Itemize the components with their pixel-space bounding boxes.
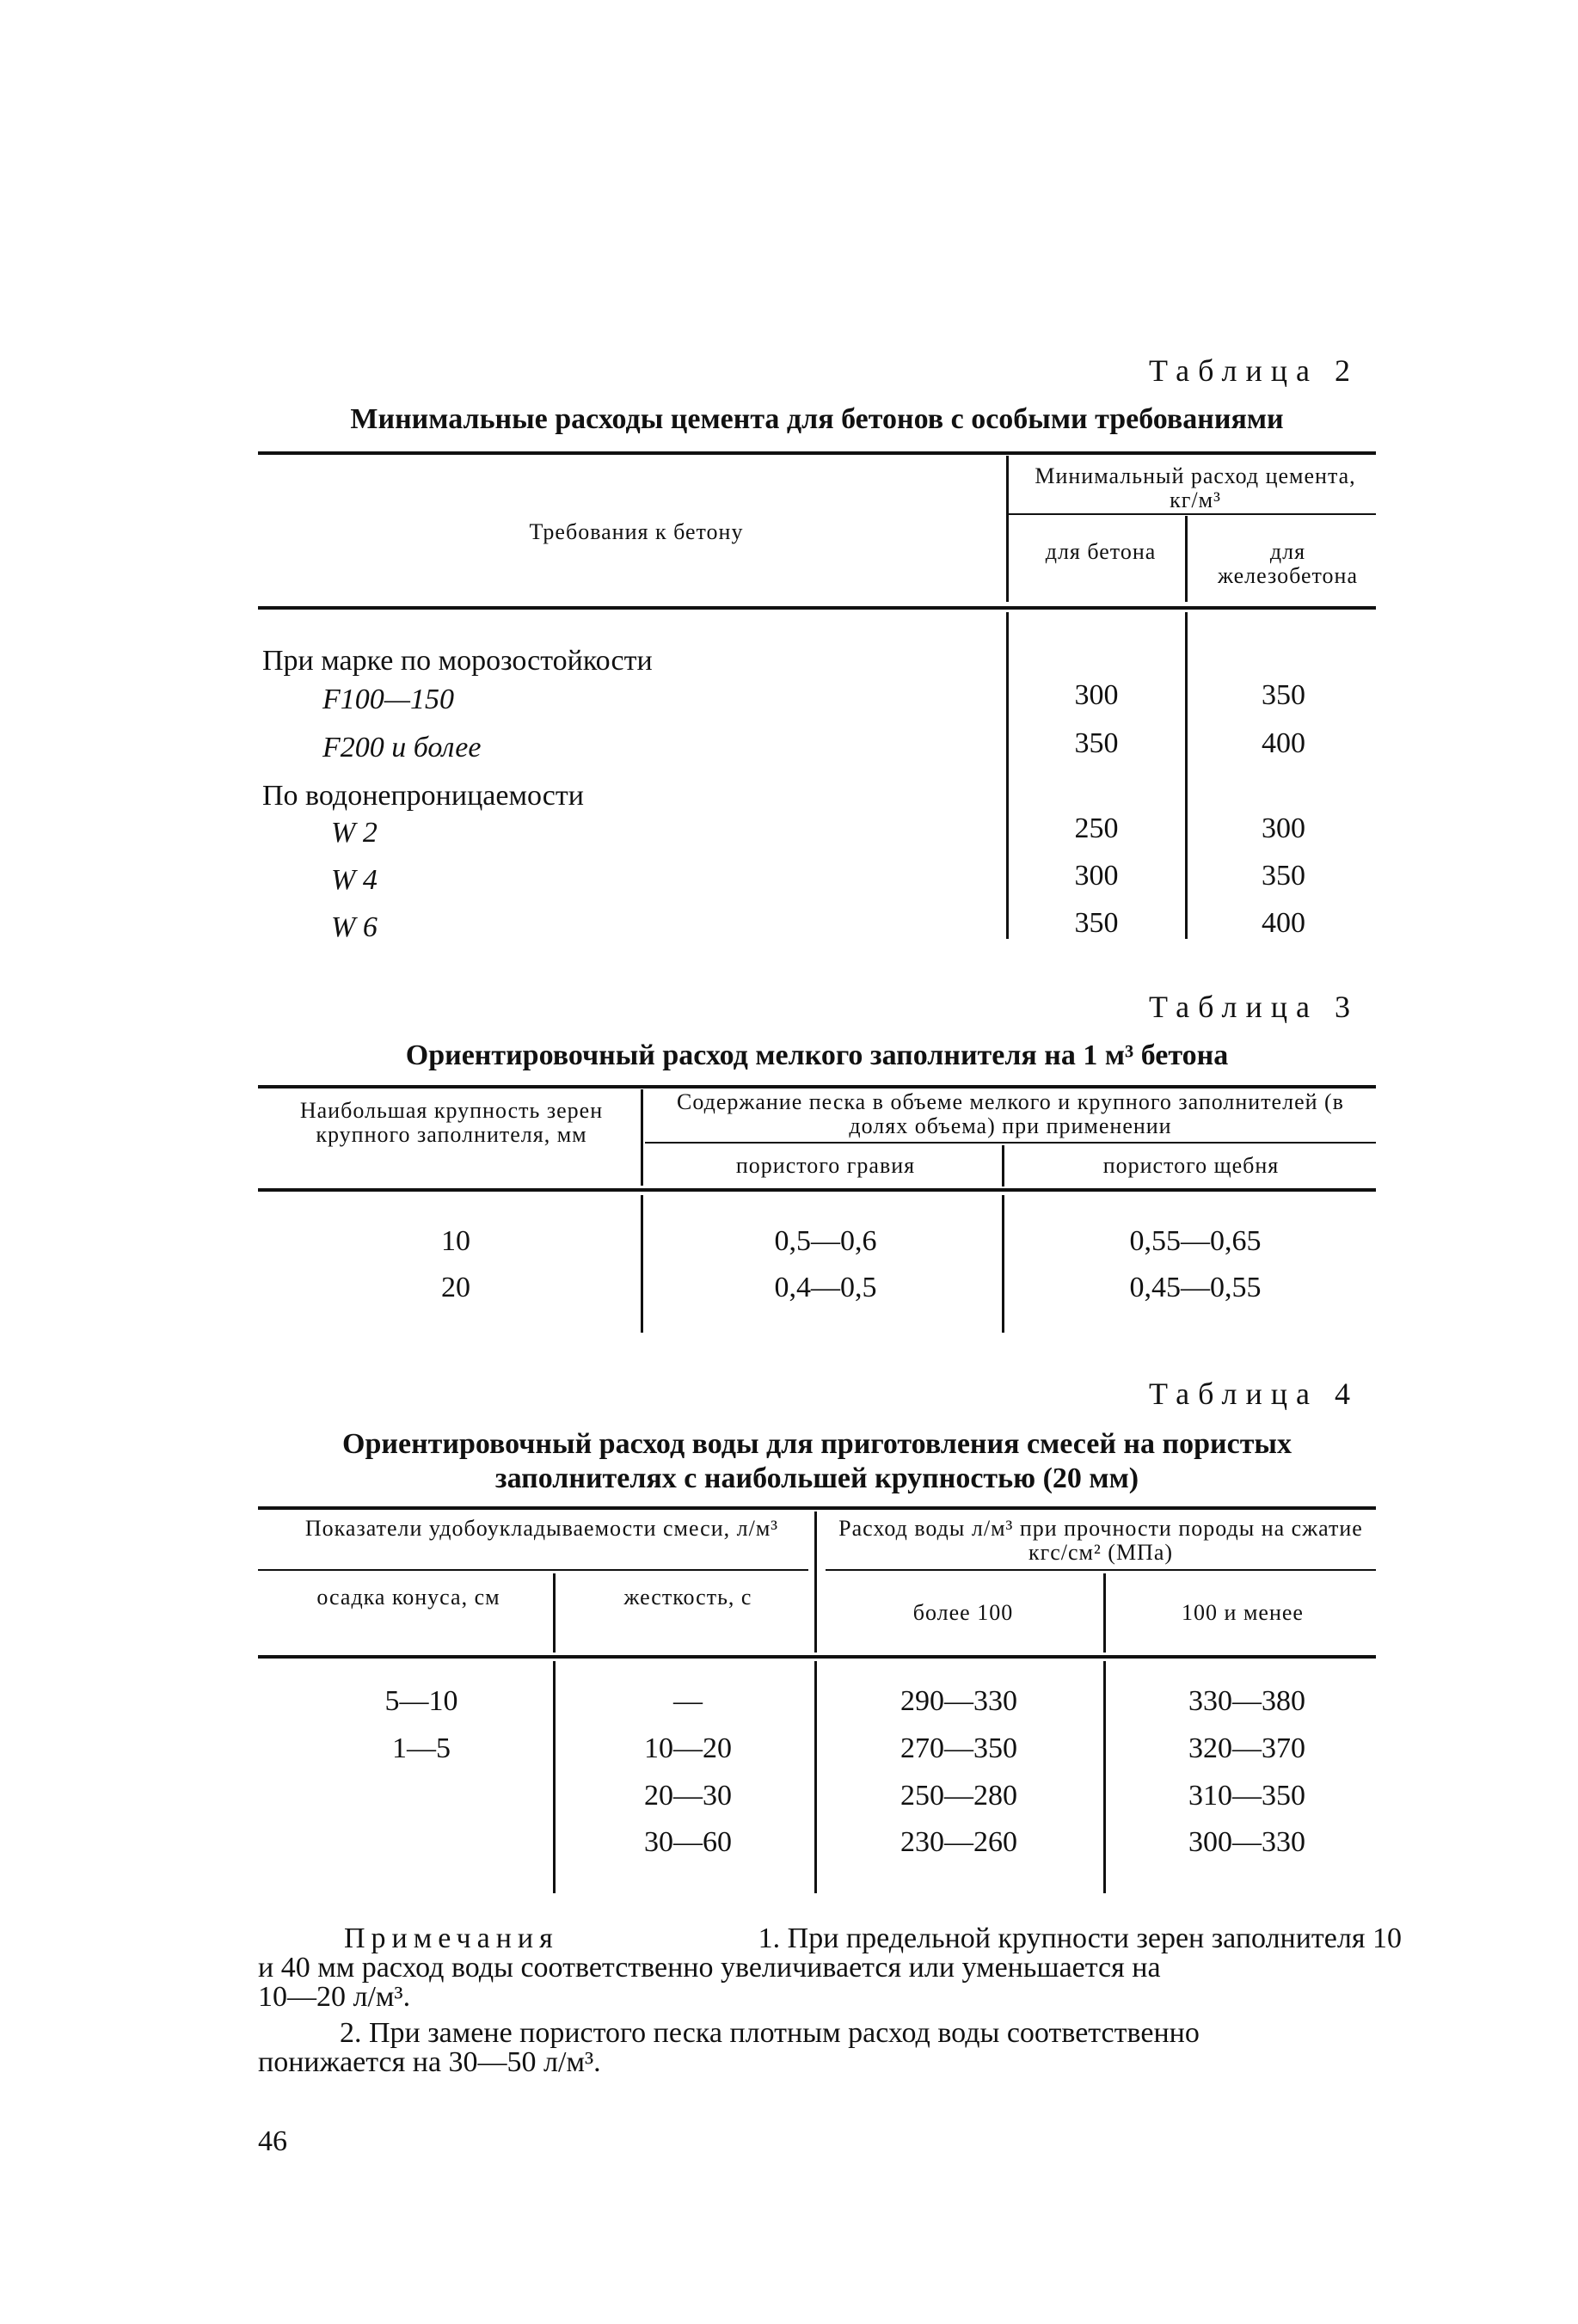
table2-row-label: При марке по морозостойкости (262, 645, 653, 677)
table2-body-divider1 (1006, 612, 1009, 939)
table4-cell-stiffness: 30—60 (644, 1826, 732, 1858)
table4-cell-under100: 320—370 (1188, 1732, 1305, 1764)
table2-cell-concrete: 250 (1074, 812, 1119, 844)
table2-header-rule (258, 606, 1376, 610)
table2-row-label: W 2 (331, 817, 378, 849)
note1-line3: 10—20 л/м³. (258, 1981, 411, 2013)
table4-header-stiffness: жесткость, с (623, 1585, 752, 1610)
table4-left-subheader-rule (258, 1569, 808, 1571)
table4-right-subheader-rule (826, 1569, 1376, 1571)
table4-header-divider (814, 1512, 817, 1653)
table3-cell-gravel: 0,4—0,5 (774, 1272, 877, 1303)
table4-title-line1: Ориентировочный расход воды для приготовления смесей на пористых (342, 1428, 1292, 1460)
table3-cell-grain: 20 (441, 1272, 470, 1303)
table2-cell-reinforced: 300 (1262, 812, 1305, 844)
table4-header-under100: 100 и менее (1182, 1600, 1304, 1625)
table2-header-subdivider (1185, 516, 1188, 602)
table3-cell-grain: 10 (441, 1225, 470, 1257)
table3-body-divider1 (641, 1195, 643, 1333)
table2-header-divider (1006, 456, 1009, 602)
table2-cell-concrete: 300 (1074, 679, 1119, 711)
table4-cell-over100: 290—330 (900, 1685, 1017, 1717)
table2-header-concrete: для бетона (1045, 539, 1157, 564)
table4-body-divider1 (553, 1661, 556, 1893)
table4-header-over100: более 100 (912, 1600, 1014, 1625)
table4-cell-under100: 300—330 (1188, 1826, 1305, 1858)
table4-cell-over100: 250—280 (900, 1780, 1017, 1812)
notes-block (258, 1924, 1402, 2077)
table2-row-label: W 6 (331, 911, 378, 943)
table2-cell-reinforced: 350 (1262, 679, 1305, 711)
table2-row-label: По водонепроницаемости (262, 780, 584, 812)
table4-body-divider3 (1103, 1661, 1106, 1893)
table2-row-label: W 4 (331, 864, 378, 896)
table4-header-rule (258, 1655, 1376, 1659)
table4-title-line2: заполнителях с наибольшей крупностью (20 мм) (494, 1462, 1139, 1494)
note1-first-line (258, 1924, 1402, 1953)
table4-cell-slump: 1—5 (392, 1732, 451, 1764)
table2-title: Минимальные расходы цемента для бетонов с особыми требованиями (350, 403, 1284, 435)
note1-line1: 1. При предельной крупности зерен заполнителя 10 (758, 1922, 1402, 1954)
notes-heading: Примечания (344, 1922, 559, 1954)
table2-header-reinforced: для железобетона (1217, 539, 1358, 588)
table4-cell-slump: 5—10 (384, 1685, 458, 1717)
table2-cell-reinforced: 350 (1262, 860, 1305, 892)
table4-caption: Таблица 4 (1149, 1377, 1359, 1411)
table3-title: Ориентировочный расход мелкого заполнителя на 1 м³ бетона (405, 1039, 1229, 1071)
table2-top-rule (258, 451, 1376, 455)
table3-body-divider2 (1002, 1195, 1004, 1333)
table2-cell-reinforced: 400 (1262, 727, 1305, 759)
table3-cell-crushed: 0,55—0,65 (1129, 1225, 1262, 1257)
note1-line2: и 40 мм расход воды соответственно увеличивается или уменьшается на (258, 1952, 1161, 1984)
table2-cell-concrete: 350 (1074, 727, 1119, 759)
table3-header-gravel: пористого гравия (735, 1153, 916, 1178)
note2-line2: понижается на 30—50 л/м³. (258, 2046, 601, 2078)
table4-header-slump: осадка конуса, см (316, 1585, 500, 1610)
table4-cell-stiffness: — (673, 1685, 703, 1717)
table3-header-subdivider (1002, 1145, 1004, 1187)
table3-header-crushed: пористого щебня (1102, 1153, 1280, 1178)
table2-header-requirement: Требования к бетону (529, 519, 744, 544)
table2-cell-concrete: 300 (1074, 860, 1119, 892)
table3-header-grain: Наибольшая крупность зерен крупного заполнителя, мм (299, 1098, 604, 1147)
table4-header-subdivider-right (1103, 1573, 1106, 1653)
table4-header-water: Расход воды л/м³ при прочности породы на сжатие кгс/см² (МПа) (838, 1516, 1363, 1565)
table4-header-workability: Показатели удобоукладываемости смеси, л/м³ (304, 1516, 779, 1541)
table3-subheader-rule (645, 1142, 1376, 1144)
note2-line1: 2. При замене пористого песка плотным расход воды соответственно (340, 2017, 1200, 2049)
table4-cell-under100: 310—350 (1188, 1780, 1305, 1812)
table2-row-label: F200 и более (322, 732, 482, 763)
table4-cell-over100: 270—350 (900, 1732, 1017, 1764)
table4-body-divider2 (814, 1661, 817, 1893)
table2-header-min-cement: Минимальный расход цемента, кг/м³ (1035, 463, 1356, 512)
page-number: 46 (258, 2125, 287, 2157)
table2-row-label: F100—150 (322, 684, 454, 715)
table3-cell-crushed: 0,45—0,55 (1129, 1272, 1262, 1303)
table4-cell-stiffness: 10—20 (644, 1732, 732, 1764)
table4-cell-stiffness: 20—30 (644, 1780, 732, 1812)
table2-cell-reinforced: 400 (1262, 907, 1305, 939)
table4-cell-under100: 330—380 (1188, 1685, 1305, 1717)
table2-body-divider2 (1185, 612, 1188, 939)
table2-subheader-rule (1006, 513, 1376, 515)
table3-header-rule (258, 1188, 1376, 1192)
table3-header-divider (641, 1089, 643, 1186)
table3-header-content: Содержание песка в объеме мелкого и крупного заполнителей (в долях объема) при применении (677, 1089, 1344, 1138)
table2-caption: Таблица 2 (1149, 353, 1359, 388)
table3-top-rule (258, 1085, 1376, 1088)
table4-top-rule (258, 1506, 1376, 1510)
table2-cell-concrete: 350 (1074, 907, 1119, 939)
table4-cell-over100: 230—260 (900, 1826, 1017, 1858)
table3-cell-gravel: 0,5—0,6 (774, 1225, 877, 1257)
table3-caption: Таблица 3 (1149, 990, 1359, 1024)
table4-header-subdivider-left (553, 1573, 556, 1653)
